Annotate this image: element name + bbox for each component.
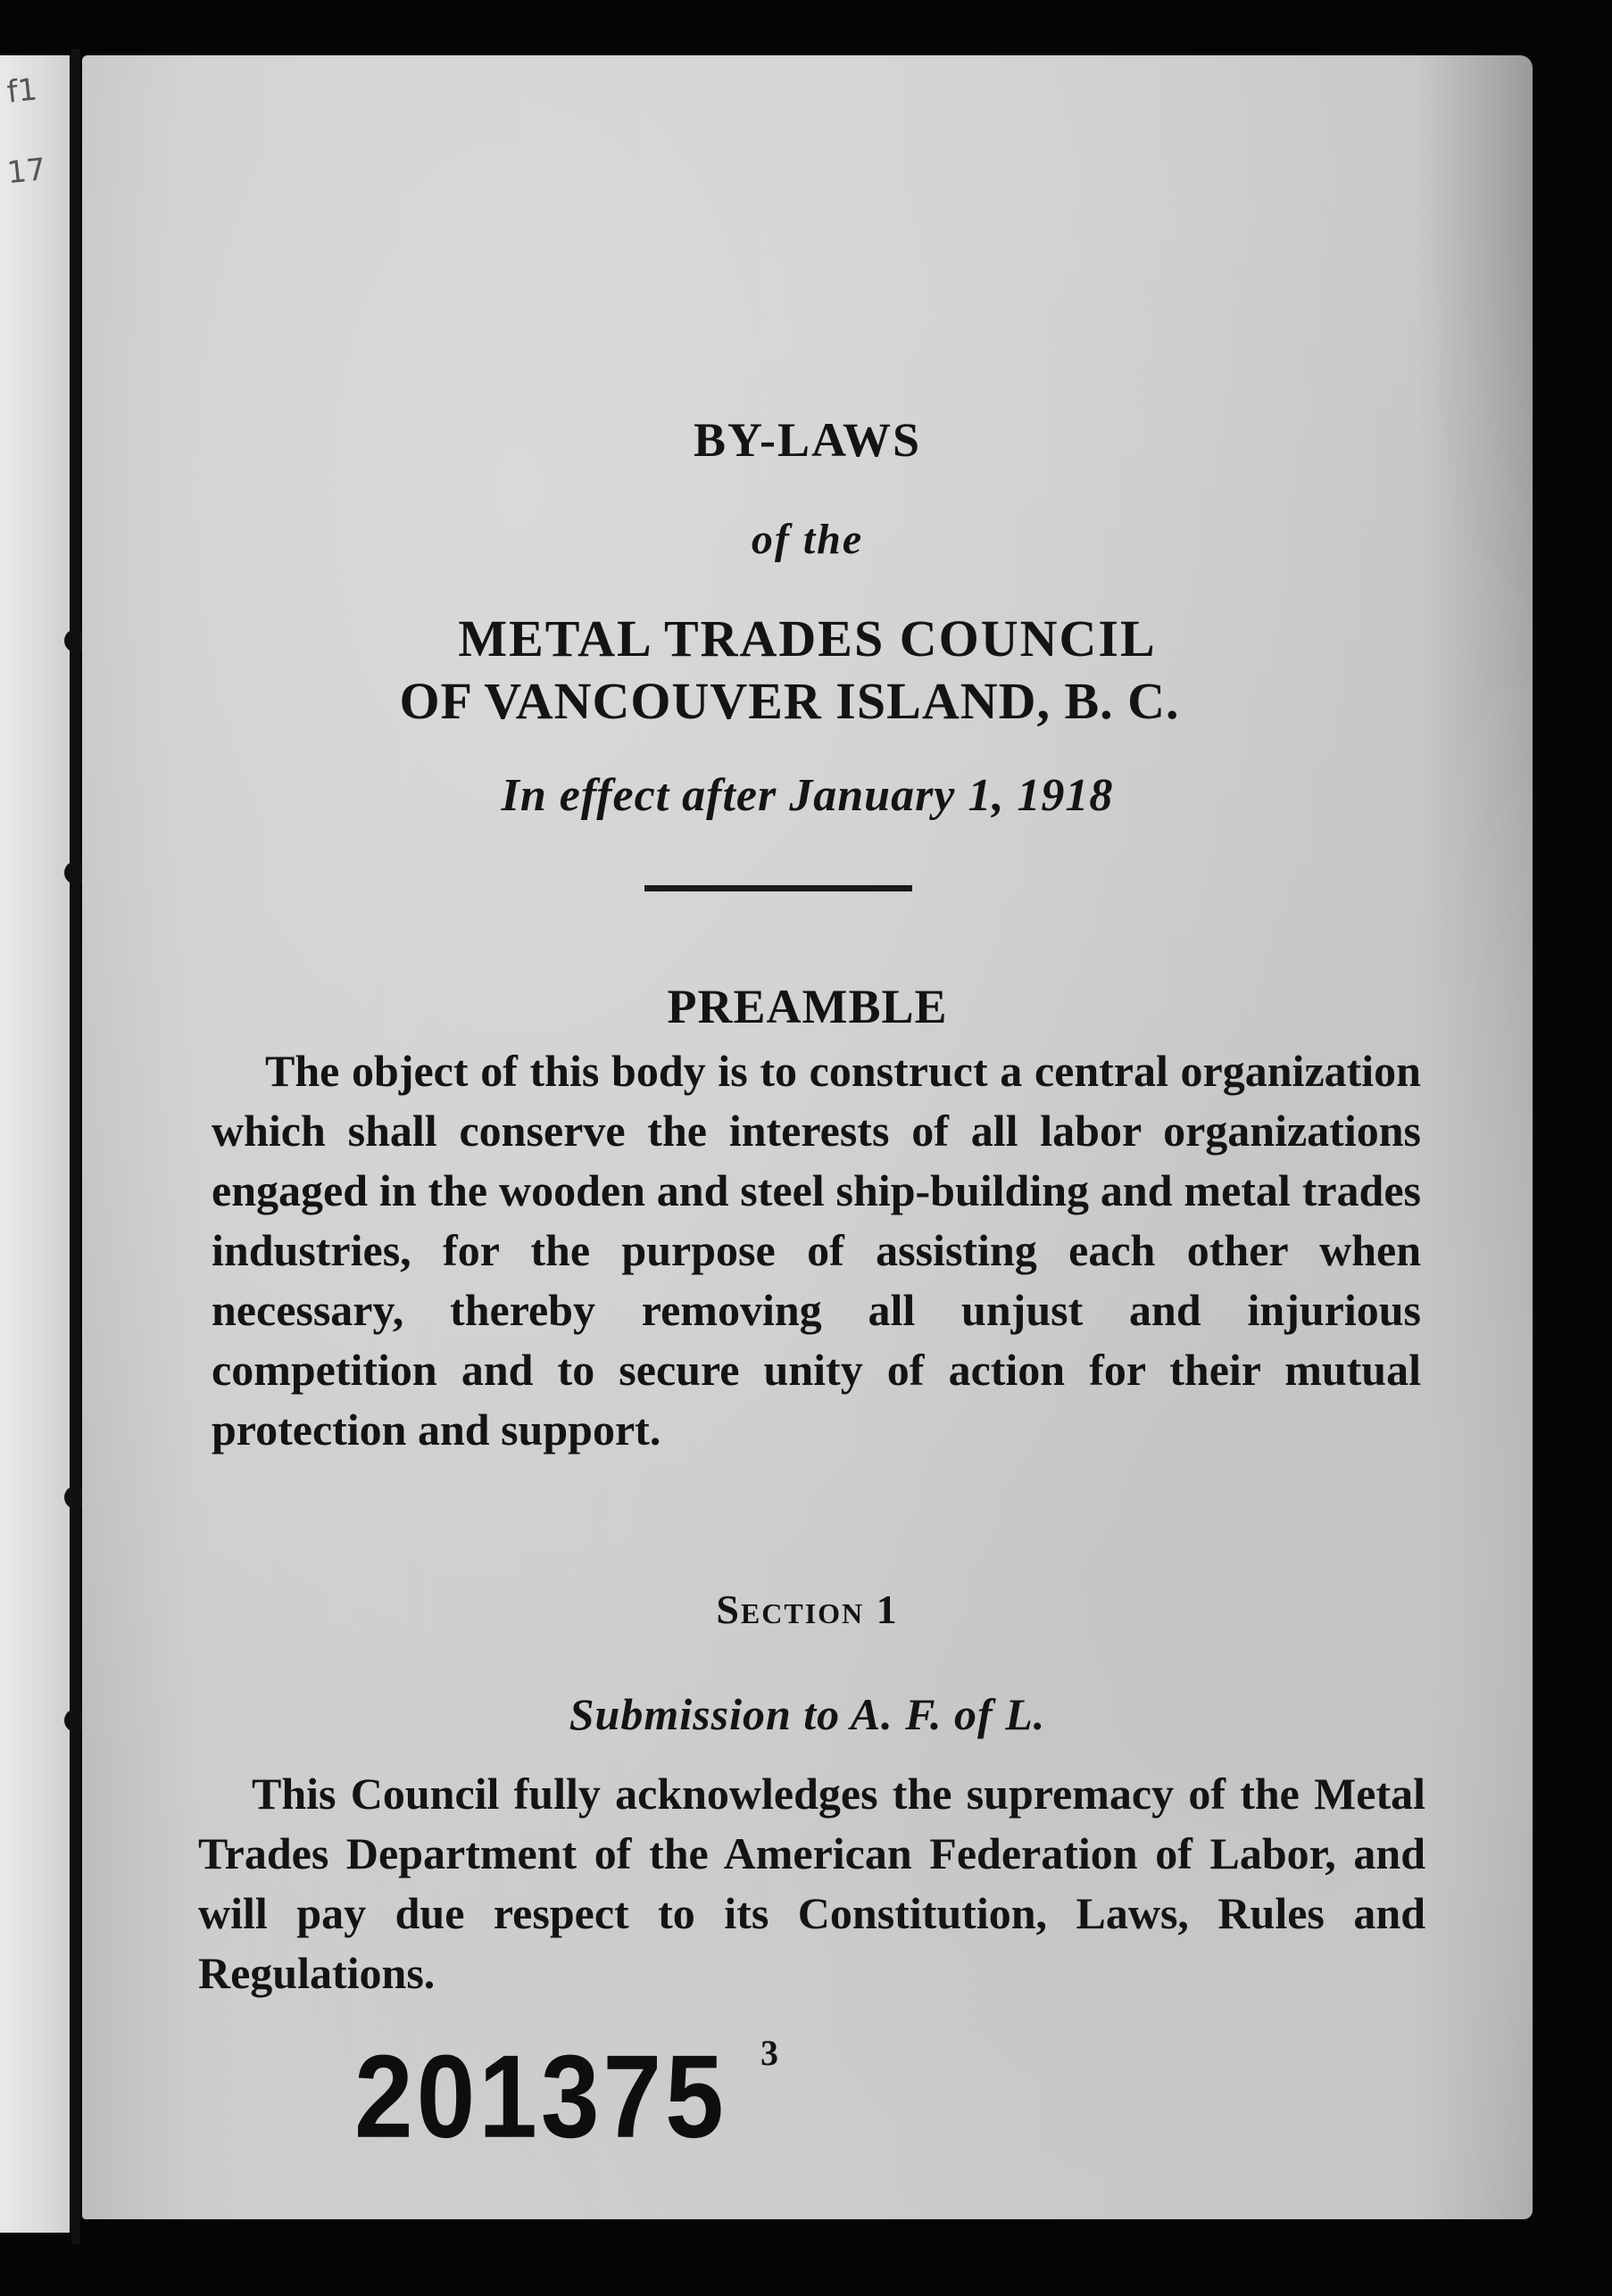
preamble-heading: PREAMBLE — [667, 980, 948, 1033]
effective-date: In effect after January 1, 1918 — [501, 770, 1114, 821]
previous-page-edge — [0, 55, 70, 2233]
document-page — [82, 55, 1533, 2219]
stamp-number: 201375 — [354, 2031, 727, 2163]
binding-line — [71, 49, 80, 2244]
page-number: 3 — [760, 2033, 778, 2073]
divider-rule — [644, 885, 912, 891]
document-title: BY-LAWS — [693, 413, 922, 467]
section-paragraph: This Council fully acknowledges the supremacy of the Metal Trades Department of the American Federation of Labor, and will pay due respect to its Constitution, Laws, Rules and Regulations. — [198, 1769, 1425, 1998]
section-label: Section 1 — [716, 1587, 899, 1632]
margin-mark: 17 — [5, 151, 48, 192]
organization-name-line1: METAL TRADES COUNCIL — [458, 609, 1157, 667]
section-title: Submission to A. F. of L. — [569, 1689, 1046, 1739]
organization-name-line2: OF VANCOUVER ISLAND, B. C. — [399, 672, 1180, 730]
page-content — [82, 55, 1533, 2219]
preamble-paragraph: The object of this body is to construct a central organization which shall conserve the interests of all labor organizations engaged in the wooden and steel ship-building and metal trades industries, for the purpose of assisting each other when necessary, thereby removing all unjust and injurious competition and to secure unity of action for their mutual protection and support. — [212, 1046, 1421, 1455]
document-subtitle: of the — [751, 516, 864, 563]
margin-mark: f1 — [5, 71, 39, 111]
